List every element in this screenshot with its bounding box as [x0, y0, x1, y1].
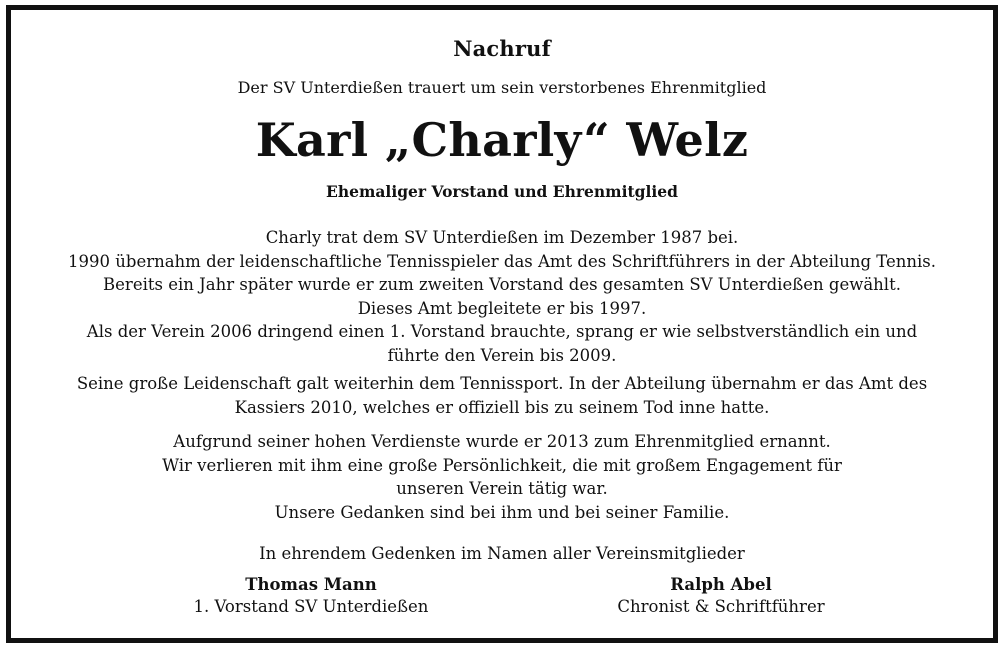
text-line: In ehrendem Gedenken im Namen aller Vereinsmitglieder: [259, 544, 745, 563]
text-line: Seine große Leidenschaft galt weiterhin dem Tennissport. In der Abteilung übernahm er das Amt des: [76, 374, 928, 393]
text-line: Dieses Amt begleitete er bis 1997.: [357, 298, 647, 318]
text-line: Aufgrund seiner hohen Verdienste wurde er 2013 zum Ehrenmitglied ernannt.: [173, 432, 831, 451]
text-line: Bereits ein Jahr später wurde er zum zweiten Vorstand des gesamten SV Unterdießen gewählt.: [103, 275, 901, 294]
intro-text: Der SV Unterdießen trauert um sein verstorbenes Ehrenmitglied: [237, 78, 767, 97]
deceased-role: Ehemaliger Vorstand und Ehrenmitglied: [326, 182, 678, 201]
paragraph-honor: [11, 430, 993, 501]
paragraph-biography: [11, 226, 993, 367]
signatory-right: [541, 574, 901, 618]
text-line: führte den Verein bis 2009.: [387, 345, 617, 365]
signatory-name: Thomas Mann: [245, 575, 377, 594]
signatory-left: [131, 574, 491, 618]
obituary-border: [6, 5, 998, 643]
signatory-title: 1. Vorstand SV Unterdießen: [193, 597, 429, 616]
text-line: Unsere Gedanken sind bei ihm und bei seiner Familie.: [274, 503, 730, 522]
paragraph-tennis: [11, 372, 993, 419]
text-line: Kassiers 2010, welches er offiziell bis zu seinem Tod inne hatte.: [234, 397, 770, 417]
text-line: Als der Verein 2006 dringend einen 1. Vorstand brauchte, sprang er wie selbstverständlich ein und: [86, 322, 918, 341]
deceased-name: Karl „Charly“ Welz: [255, 113, 749, 167]
text-line: unseren Verein tätig war.: [396, 479, 608, 498]
signatory-name: Ralph Abel: [670, 575, 772, 594]
closing-text: [11, 542, 993, 566]
text-line: Wir verlieren mit ihm eine große Persönlichkeit, die mit großem Engagement für: [162, 455, 842, 475]
signatory-title: Chronist & Schriftführer: [617, 597, 825, 616]
obituary-heading: Nachruf: [453, 36, 551, 61]
paragraph-family: [11, 501, 993, 525]
text-line: 1990 übernahm der leidenschaftliche Tennisspieler das Amt des Schriftführers in der Abteilung Tennis.: [68, 251, 936, 271]
obituary-content: [11, 10, 993, 638]
text-line: Charly trat dem SV Unterdießen im Dezember 1987 bei.: [265, 228, 739, 247]
